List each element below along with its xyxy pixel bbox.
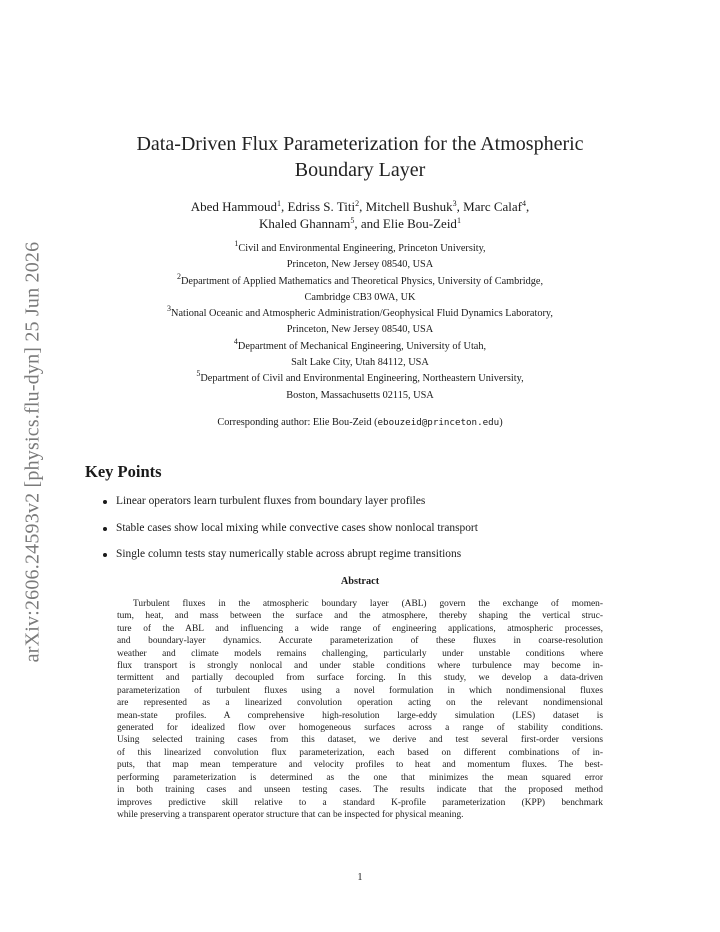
- corresponding-prefix: Corresponding author: Elie Bou-Zeid (: [217, 417, 378, 428]
- key-points-heading: Key Points: [85, 462, 162, 481]
- bullet-icon: [103, 500, 107, 504]
- author-affiliation-marker: 3: [452, 199, 457, 208]
- abstract-line: parameterization of turbulent fluxes using a novel formulation in which nondimensional fluxes: [117, 685, 603, 696]
- corresponding-suffix: ): [499, 417, 503, 428]
- abstract-line: improves predictive skill relative to a standard K-profile parameterization (KPP) benchmark: [117, 797, 603, 808]
- abstract-line: generated for idealized flow over homogeneous surfaces across a range of stability conditions.: [117, 723, 603, 734]
- affiliation-list: [80, 241, 640, 404]
- key-point-text: Stable cases show local mixing while convective cases show nonlocal transport: [116, 521, 478, 534]
- author-separator: ,: [359, 199, 366, 214]
- abstract-line: flux transport is strongly nonlocal and under stable conditions where turbulence may become in-: [117, 661, 603, 672]
- author-name: Mitchell Bushuk: [365, 199, 453, 214]
- title-line: Boundary Layer: [294, 159, 426, 181]
- abstract-line: and boundary-layer dynamics. Accurate parameterization of these fluxes in coarse-resolution: [117, 636, 603, 647]
- affiliation-line: [80, 271, 640, 290]
- affiliation-address: Boston, Massachusetts 02115, USA: [286, 389, 434, 401]
- affiliation-line: [80, 336, 640, 355]
- affiliation-marker: 3: [167, 304, 172, 314]
- author-list: [100, 198, 620, 232]
- affiliation-address: Cambridge CB3 0WA, UK: [304, 291, 416, 303]
- author-separator: ,: [526, 199, 530, 214]
- abstract-line: ture of the ABL and influencing a wide range of engineering applications, atmospheric processes,: [117, 623, 603, 634]
- affiliation-marker: 1: [234, 239, 239, 248]
- author-affiliation-marker: 2: [355, 199, 360, 208]
- key-point-item: [103, 495, 623, 522]
- author-line: [100, 215, 620, 232]
- abstract-line: weather and climate models remains challenging, particularly under unstable conditions where: [117, 648, 603, 659]
- affiliation-text: Civil and Environmental Engineering, Princeton University,: [238, 243, 486, 254]
- affiliation-line: [80, 241, 640, 257]
- abstract-line: puts, that map mean temperature and velocity profiles to heat and momentum fluxes. The best-: [117, 760, 603, 771]
- abstract-line: in both training cases and unseen testing cases. The results indicate that the proposed method: [117, 785, 603, 796]
- author-name: Marc Calaf: [463, 199, 522, 214]
- bullet-icon: [103, 553, 107, 557]
- affiliation-marker: 5: [196, 369, 201, 379]
- affiliation-address: Princeton, New Jersey 08540, USA: [286, 259, 434, 271]
- affiliation-text: Department of Civil and Environmental Engineering, Northeastern University,: [200, 373, 524, 385]
- author-affiliation-marker: 1: [277, 199, 282, 208]
- author-name: Abed Hammoud: [190, 199, 278, 214]
- key-point-text: Single column tests stay numerically stable across abrupt regime transitions: [116, 548, 462, 560]
- affiliation-line: [80, 371, 640, 387]
- abstract-line: tum, heat, and mass between the surface and the atmosphere, thereby shaping the vertical struc-: [117, 611, 603, 622]
- corresponding-author: [80, 417, 640, 428]
- affiliation-text: Department of Mechanical Engineering, University of Utah,: [237, 340, 487, 352]
- corresponding-email-link[interactable]: ebouzeid@princeton.edu: [377, 417, 500, 428]
- affiliation-text: Department of Applied Mathematics and Theoretical Physics, University of Cambridge,: [180, 275, 544, 287]
- abstract-line: of this linearized convolution flux parameterization, each based on different combinations of in-: [117, 747, 603, 758]
- author-affiliation-marker: 4: [522, 199, 526, 208]
- arxiv-identifier: arXiv:2606.24593v2 [physics.flu-dyn] 25 Jun 2026: [21, 241, 44, 663]
- affiliation-marker: 2: [176, 271, 181, 281]
- author-name: Elie Bou-Zeid: [382, 216, 457, 231]
- title-line: Data-Driven Flux Parameterization for the Atmospheric: [136, 133, 584, 155]
- affiliation-address: Salt Lake City, Utah 84112, USA: [291, 357, 429, 369]
- abstract-line: Turbulent fluxes in the atmospheric boundary layer (ABL) govern the exchange of momen-: [133, 599, 603, 609]
- abstract-line: termittent and partially decoupled from surface forcing. In this study, we develop a data-driven: [117, 673, 603, 684]
- author-separator: , and: [354, 216, 383, 231]
- affiliation-line: [80, 306, 640, 322]
- paper-title: [110, 131, 610, 183]
- author-name: Khaled Ghannam: [259, 216, 351, 231]
- author-affiliation-marker: 1: [456, 216, 461, 225]
- arxiv-sidebar: [20, 215, 46, 690]
- abstract-line: while preserving a transparent operator structure that can be inspected for physical meaning.: [117, 809, 464, 820]
- author-separator: ,: [456, 199, 464, 214]
- key-point-text: Linear operators learn turbulent fluxes from boundary layer profiles: [116, 495, 426, 507]
- key-points-list: [103, 495, 623, 575]
- abstract-line: performing parameterization is determined as the one that minimizes the mean squared error: [117, 772, 603, 783]
- abstract-heading: Abstract: [340, 576, 380, 587]
- abstract-line: Using selected training cases from this dataset, we derive and test several first-order versions: [117, 735, 603, 746]
- abstract-line: are represented as a linearized convolution operation acting on the relevant nondimensional: [117, 698, 603, 709]
- abstract-line: mean-state profiles. A comprehensive high-resolution large-eddy simulation (LES) dataset is: [117, 710, 603, 721]
- key-point-item: [103, 548, 623, 575]
- abstract-body: [117, 598, 603, 821]
- affiliation-marker: 4: [233, 336, 238, 346]
- key-point-item: [103, 522, 623, 549]
- page-number: 1: [357, 872, 363, 883]
- affiliation-text: National Oceanic and Atmospheric Administration/Geophysical Fluid Dynamics Laboratory,: [171, 308, 553, 320]
- affiliation-address: Princeton, New Jersey 08540, USA: [286, 324, 434, 336]
- author-line: [100, 198, 620, 215]
- author-separator: ,: [281, 199, 288, 214]
- bullet-icon: [103, 527, 107, 531]
- author-name: Edriss S. Titi: [287, 199, 356, 214]
- author-affiliation-marker: 5: [350, 216, 355, 225]
